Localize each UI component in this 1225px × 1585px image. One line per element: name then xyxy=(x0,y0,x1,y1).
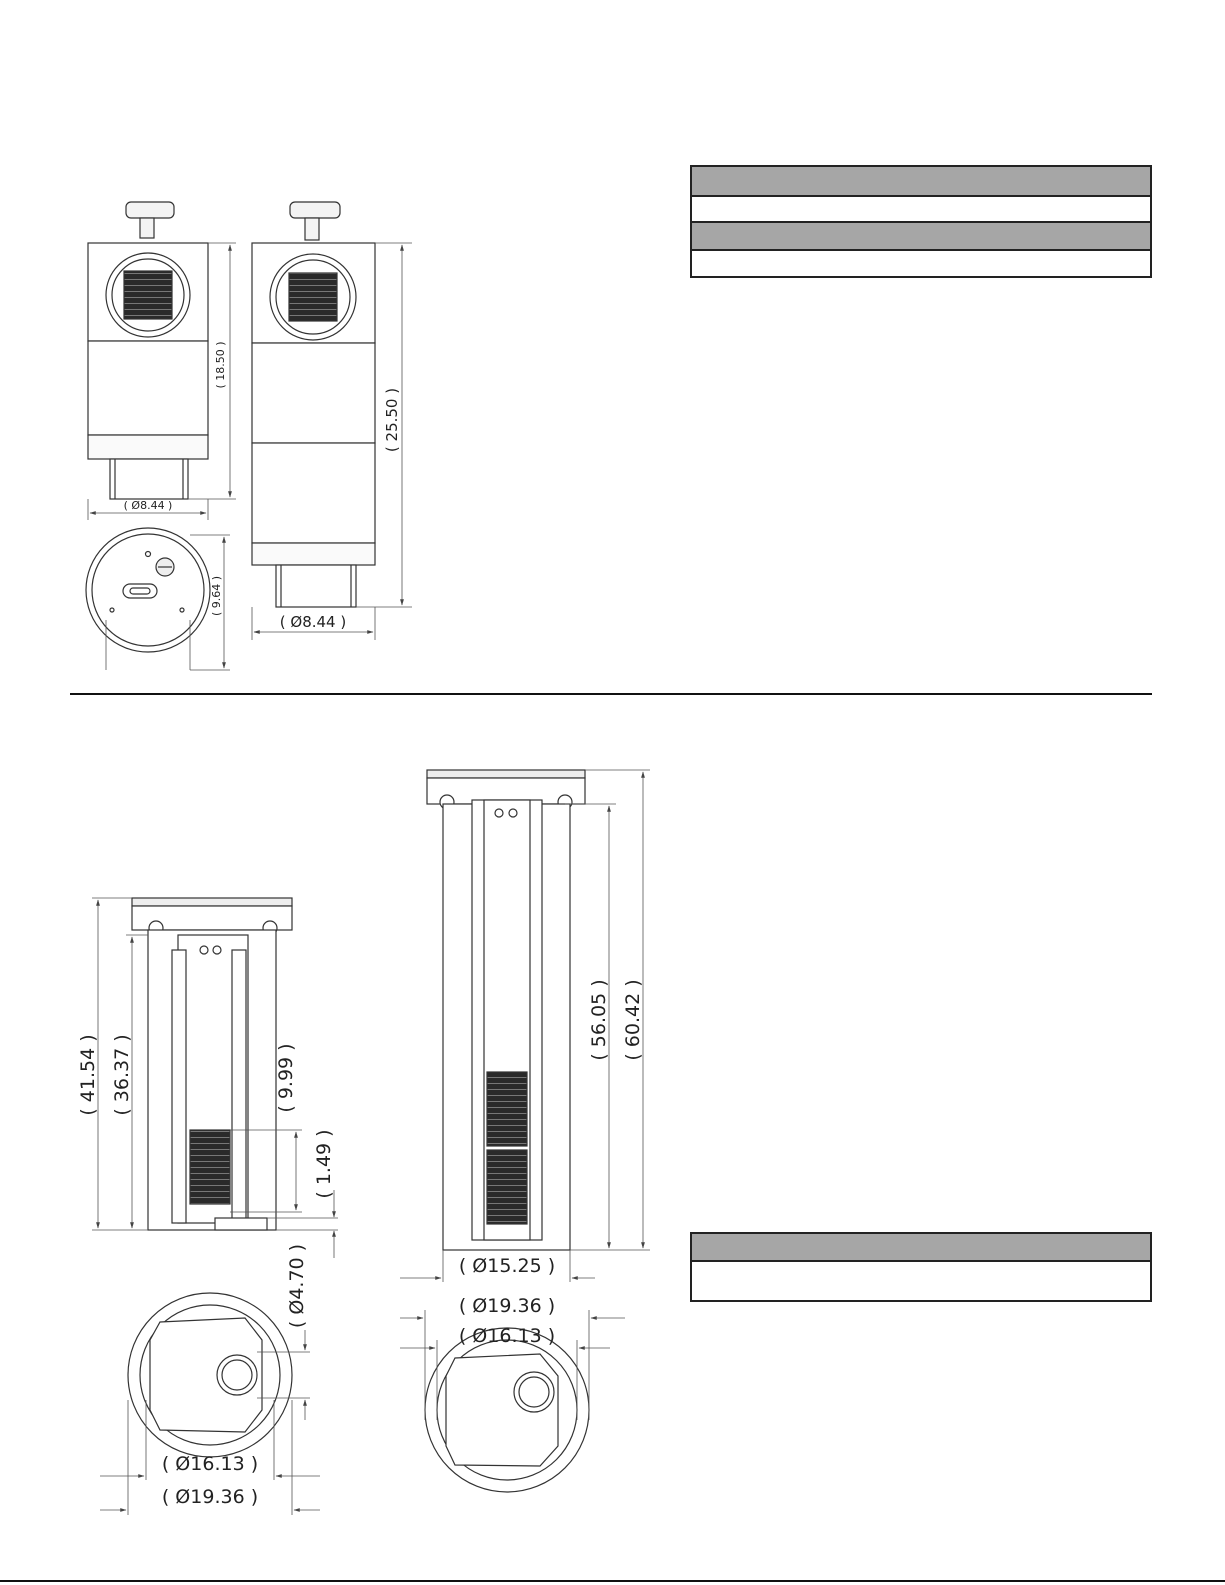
short-overall-height-label: ( 41.54 ) xyxy=(77,1034,99,1116)
short-port-diameter-label: ( Ø4.70 ) xyxy=(286,1243,308,1329)
short-outer-diameter-label: ( Ø19.36 ) xyxy=(161,1486,259,1508)
tall-canister-side-view xyxy=(427,770,585,1250)
small-front-height-label: ( 18.50 ) xyxy=(214,341,227,389)
tall-overall-height-label: ( 60.42 ) xyxy=(622,979,644,1061)
bottom-spec-table xyxy=(690,1232,1152,1302)
small-front-diameter-label: ( Ø8.44 ) xyxy=(123,499,173,512)
top-spec-table-header-1 xyxy=(692,167,1150,197)
short-base-offset-label: ( 1.49 ) xyxy=(313,1129,335,1199)
top-spec-table xyxy=(690,165,1152,278)
bottom-spec-table-row xyxy=(692,1262,1150,1300)
tall-body-height-label: ( 56.05 ) xyxy=(588,979,610,1061)
top-spec-table-row-2 xyxy=(692,251,1150,276)
tall-inner-diameter-label: ( Ø16.13 ) xyxy=(458,1325,556,1347)
bottom-spec-table-header xyxy=(692,1234,1150,1262)
section-divider xyxy=(70,693,1152,695)
short-canister-side-view xyxy=(132,898,292,1230)
tall-canister-bottom-view xyxy=(425,1328,589,1492)
short-inner-diameter-label: ( Ø16.13 ) xyxy=(161,1453,259,1475)
small-top-diameter-label: ( 9.64 ) xyxy=(210,575,223,617)
footer-rule xyxy=(0,1580,1225,1582)
short-canister-bottom-view xyxy=(128,1293,292,1457)
large-unit-front-view xyxy=(252,202,375,607)
tall-base-diameter-label: ( Ø15.25 ) xyxy=(458,1255,556,1277)
small-unit-top-view xyxy=(86,528,210,652)
large-front-diameter-label: ( Ø8.44 ) xyxy=(279,613,347,631)
large-front-height-label: ( 25.50 ) xyxy=(383,387,401,453)
tall-outer-diameter-label: ( Ø19.36 ) xyxy=(458,1295,556,1317)
top-spec-table-header-2 xyxy=(692,223,1150,251)
small-unit-front-view xyxy=(88,202,208,499)
top-spec-table-row-1 xyxy=(692,197,1150,223)
short-window-offset-label: ( 9.99 ) xyxy=(275,1043,297,1113)
short-body-height-label: ( 36.37 ) xyxy=(111,1034,133,1116)
